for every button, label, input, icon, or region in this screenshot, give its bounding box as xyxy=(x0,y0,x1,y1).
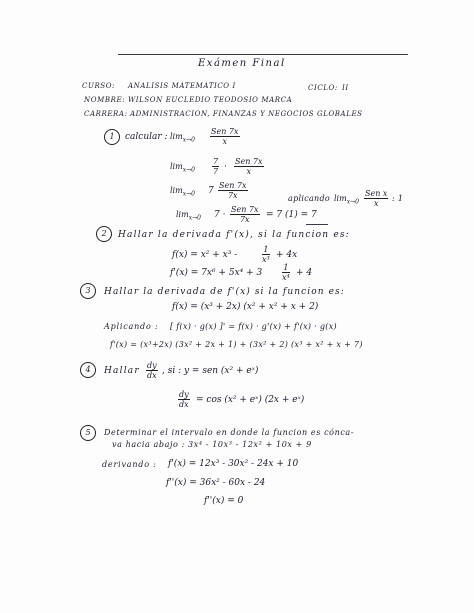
p5-prompt: Determinar el intervalo en donde la funcion es cónca- xyxy=(104,428,355,437)
p5-d1: f'(x) = 12x³ - 30x² - 24x + 10 xyxy=(168,459,299,469)
p1-result: = 7 (1) = 7 xyxy=(266,210,317,220)
nombre-label: NOMBRE: xyxy=(84,96,126,104)
problem-3-number: 3 xyxy=(80,283,96,299)
p1-coef-3: 7 xyxy=(208,186,214,196)
p3-eq2: f'(x) = (x³+2x) (3x² + 2x + 1) + (3x² + 2) (x³ + x² + x + 7) xyxy=(110,340,363,349)
ciclo-label: CICLO: xyxy=(308,84,338,92)
p1-frac-1: Sen 7x x xyxy=(211,127,239,146)
problem-4-number: 4 xyxy=(80,362,96,378)
p1-prompt: calcular : xyxy=(125,132,168,142)
p1-note-lim: $\lim_{x\to 0}$ xyxy=(334,194,359,206)
p1-lim-3: $\lim_{x\to 0}$ xyxy=(170,186,195,198)
p1-frac-4: Sen 7x 7x xyxy=(231,205,259,224)
p2-eq2: f'(x) = 7x⁶ + 5x⁴ + 3 xyxy=(170,268,263,278)
p1-lim-4: $\lim_{x\to 0}$ xyxy=(176,210,201,222)
p4-result: = cos (x² + eˣ) (2x + eˣ) xyxy=(196,395,305,405)
p1-coef-4: 7 · xyxy=(214,210,226,220)
p2-eq1-tail: + 4x xyxy=(276,250,298,260)
carrera-value: ADMINISTRACION, FINANZAS Y NEGOCIOS GLOBALES xyxy=(130,110,363,118)
p1-frac-2a: $\frac{7}{7}$ xyxy=(213,157,219,176)
p2-eq1: f(x) = x² + x³ - xyxy=(172,250,238,260)
p5-deriv-label: derivando : xyxy=(102,460,157,469)
problem-2-number: 2 xyxy=(96,226,112,242)
p1-note-prefix: aplicando xyxy=(288,194,331,203)
exam-title: Exámen Final xyxy=(198,58,286,69)
p1-dot: · xyxy=(224,162,227,172)
p5-prompt-2: va hacia abajo : 3x⁴ - 10x³ - 12x² + 10x + 9 xyxy=(112,440,312,449)
curso-label: CURSO: xyxy=(82,82,116,90)
p1-note-suffix: : 1 xyxy=(392,194,404,203)
p4-res-frac: $\frac{dy}{dx}$ xyxy=(179,390,189,409)
nombre-value: WILSON EUCLEDIO TEODOSIO MARCA xyxy=(128,96,293,104)
p3-apply-rule: [ f(x) · g(x) ]' = f(x) · g'(x) + f'(x) · g(x) xyxy=(170,322,337,331)
p4-prompt: Hallar xyxy=(104,366,140,376)
ciclo-value: II xyxy=(342,84,349,92)
p1-underline xyxy=(306,224,328,225)
p4-condition: , si : y = sen (x² + eˣ) xyxy=(162,366,259,376)
p5-d3: f''(x) = 0 xyxy=(204,496,244,506)
problem-5-number: 5 xyxy=(80,425,96,441)
p1-frac-3: Sen 7x 7x xyxy=(219,181,247,200)
p3-eq1: f(x) = (x³ + 2x) (x² + x² + x + 2) xyxy=(172,302,319,312)
p5-d2: f''(x) = 36x² - 60x - 24 xyxy=(166,478,266,488)
p3-prompt: Hallar la derivada de f'(x) si la funcion es: xyxy=(104,287,345,297)
p2-eq2-frac: $\frac{1}{\text{x⁴}}$ xyxy=(282,263,290,282)
p1-frac-2b: Sen 7x x xyxy=(235,157,263,176)
p1-lim-2: $\lim_{x\to 0}$ xyxy=(170,162,195,174)
p1-note-frac: Sen x x xyxy=(365,189,388,208)
p2-prompt: Hallar la derivada f'(x), si la funcion es: xyxy=(118,230,350,240)
p1-lim-1: $\lim_{x\to 0}$ xyxy=(170,132,195,144)
p3-apply-label: Aplicando : xyxy=(104,322,159,331)
p4-frac: $\frac{dy}{dx}$ xyxy=(147,361,157,380)
curso-value: ANALISIS MATEMATICO I xyxy=(128,82,236,90)
p2-eq2-tail: + 4 xyxy=(296,268,313,278)
p2-eq1-frac: $\frac{1}{\text{x³}}$ xyxy=(262,245,270,264)
carrera-label: CARRERA: xyxy=(84,110,128,118)
problem-1-number: 1 xyxy=(104,129,120,145)
top-rule xyxy=(118,54,408,55)
